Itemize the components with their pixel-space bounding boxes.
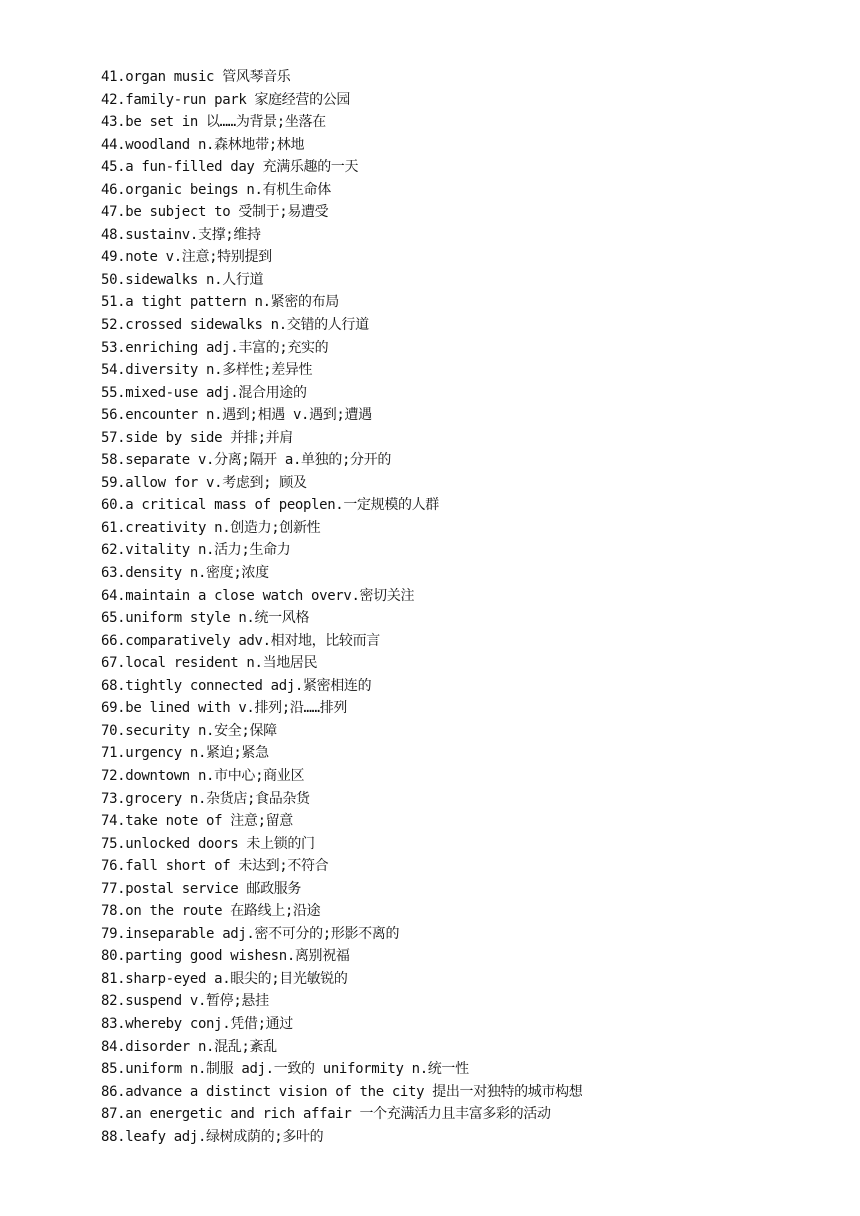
list-item [101, 923, 582, 946]
item-text: an energetic and rich affair 一个充满活力且丰富多彩的活动 [125, 1106, 551, 1123]
item-text: a critical mass of peoplen.一定规模的人群 [125, 497, 439, 514]
list-item [101, 111, 582, 134]
list-item [101, 810, 582, 833]
list-item [101, 427, 582, 450]
item-number: 42. [101, 91, 126, 108]
item-text: downtown n.市中心;商业区 [125, 767, 305, 784]
list-item [101, 156, 582, 179]
list-item [101, 472, 582, 495]
list-item [101, 855, 582, 878]
list-item [101, 968, 582, 991]
item-text: organ music 管风琴音乐 [125, 69, 291, 85]
list-item [101, 607, 582, 630]
item-number: 82. [101, 993, 126, 1010]
list-item [101, 269, 582, 292]
item-number: 56. [101, 407, 126, 424]
item-text: inseparable adj.密不可分的;形影不离的 [125, 925, 400, 942]
item-number: 55. [101, 384, 126, 401]
item-text: separate v.分离;隔开 a.单独的;分开的 [125, 452, 392, 469]
item-text: unlocked doors 未上锁的门 [125, 835, 315, 852]
item-number: 52. [101, 317, 126, 334]
item-number: 86. [101, 1083, 126, 1100]
item-text: be lined with v.排列;沿……排列 [125, 700, 347, 717]
item-number: 84. [101, 1038, 126, 1055]
item-number: 76. [101, 858, 126, 875]
list-item [101, 990, 582, 1013]
list-item [101, 359, 582, 382]
item-number: 87. [101, 1106, 126, 1123]
list-item [101, 224, 582, 247]
list-item [101, 630, 582, 653]
list-item [101, 539, 582, 562]
list-item [101, 833, 582, 856]
list-item [101, 945, 582, 968]
item-number: 53. [101, 339, 126, 356]
item-text: allow for v.考虑到; 顾及 [125, 474, 307, 491]
item-number: 69. [101, 700, 126, 717]
list-item [101, 1081, 582, 1104]
item-text: fall short of 未达到;不符合 [125, 858, 329, 875]
list-item [101, 878, 582, 901]
item-text: diversity n.多样性;差异性 [125, 362, 313, 379]
item-number: 74. [101, 813, 126, 830]
item-number: 67. [101, 655, 126, 672]
item-number: 71. [101, 745, 126, 762]
item-number: 68. [101, 677, 126, 694]
item-text: organic beings n.有机生命体 [125, 181, 331, 198]
item-text: crossed sidewalks n.交错的人行道 [125, 317, 369, 334]
list-item [101, 89, 582, 112]
list-item [101, 1103, 582, 1126]
list-item [101, 585, 582, 608]
item-number: 50. [101, 271, 126, 288]
item-number: 83. [101, 1015, 126, 1032]
list-item [101, 246, 582, 269]
item-text: enriching adj.丰富的;充实的 [125, 339, 329, 356]
item-number: 54. [101, 362, 126, 379]
item-text: on the route 在路线上;沿途 [125, 903, 321, 920]
list-item [101, 494, 582, 517]
item-text: advance a distinct vision of the city 提出一对独特的城市构想 [125, 1083, 583, 1100]
item-number: 73. [101, 790, 126, 807]
list-item [101, 449, 582, 472]
item-text: parting good wishesn.离别祝福 [125, 948, 350, 965]
item-text: disorder n.混乱;紊乱 [125, 1038, 277, 1055]
item-number: 66. [101, 632, 126, 649]
list-item [101, 517, 582, 540]
item-text: leafy adj.绿树成荫的;多叶的 [125, 1128, 324, 1145]
list-item [101, 382, 582, 405]
item-text: local resident n.当地居民 [125, 655, 318, 672]
item-text: encounter n.遇到;相遇 v.遇到;遭遇 [125, 407, 372, 424]
item-number: 62. [101, 542, 126, 559]
item-number: 75. [101, 835, 126, 852]
item-text: uniform n.制服 adj.一致的 uniformity n.统一性 [125, 1061, 469, 1078]
item-number: 45. [101, 159, 126, 176]
list-item [101, 291, 582, 314]
item-number: 72. [101, 767, 126, 784]
item-text: grocery n.杂货店;食品杂货 [125, 790, 310, 807]
item-text: uniform style n.统一风格 [125, 610, 310, 627]
list-item [101, 1058, 582, 1081]
item-text: note v.注意;特别提到 [125, 249, 272, 266]
item-number: 81. [101, 970, 126, 987]
list-item [101, 314, 582, 337]
item-number: 51. [101, 294, 126, 311]
item-text: whereby conj.凭借;通过 [125, 1015, 293, 1032]
list-item [101, 1036, 582, 1059]
item-number: 78. [101, 903, 126, 920]
item-text: a fun-filled day 充满乐趣的一天 [125, 159, 359, 176]
item-number: 88. [101, 1128, 126, 1145]
item-number: 57. [101, 429, 126, 446]
item-text: side by side 并排;并肩 [125, 429, 293, 446]
item-text: density n.密度;浓度 [125, 565, 269, 582]
item-number: 65. [101, 610, 126, 627]
list-item [101, 720, 582, 743]
item-text: urgency n.紧迫;紧急 [125, 745, 269, 762]
item-number: 46. [101, 181, 126, 198]
item-number: 80. [101, 948, 126, 965]
item-number: 63. [101, 565, 126, 582]
list-item [101, 404, 582, 427]
list-item [101, 697, 582, 720]
list-item [101, 179, 582, 202]
item-number: 58. [101, 452, 126, 469]
vocabulary-list [101, 66, 582, 1148]
list-item [101, 337, 582, 360]
item-number: 85. [101, 1061, 126, 1078]
item-text: woodland n.森林地带;林地 [125, 136, 305, 153]
item-number: 60. [101, 497, 126, 514]
list-item [101, 652, 582, 675]
item-number: 44. [101, 136, 126, 153]
list-item [101, 201, 582, 224]
item-number: 47. [101, 204, 126, 221]
item-number: 43. [101, 114, 126, 131]
item-number: 70. [101, 722, 126, 739]
item-number: 64. [101, 587, 126, 604]
list-item [101, 1126, 582, 1149]
item-text: be set in 以……为背景;坐落在 [125, 114, 326, 131]
item-text: sharp-eyed a.眼尖的;目光敏锐的 [125, 970, 348, 987]
list-item [101, 900, 582, 923]
item-number: 79. [101, 925, 126, 942]
item-text: vitality n.活力;生命力 [125, 542, 291, 559]
item-text: family-run park 家庭经营的公园 [125, 91, 351, 108]
list-item [101, 134, 582, 157]
item-text: sidewalks n.人行道 [125, 271, 264, 288]
item-number: 49. [101, 249, 126, 266]
list-item [101, 788, 582, 811]
item-text: postal service 邮政服务 [125, 880, 302, 897]
item-text: a tight pattern n.紧密的布局 [125, 294, 339, 311]
item-text: security n.安全;保障 [125, 722, 277, 739]
list-item [101, 675, 582, 698]
item-text: mixed-use adj.混合用途的 [125, 384, 307, 401]
item-text: be subject to 受制于;易遭受 [125, 204, 329, 221]
item-number: 59. [101, 474, 126, 491]
item-text: take note of 注意;留意 [125, 813, 293, 830]
item-number: 77. [101, 880, 126, 897]
item-number: 48. [101, 226, 126, 243]
list-item [101, 742, 582, 765]
item-text: suspend v.暂停;悬挂 [125, 993, 269, 1010]
list-item [101, 66, 582, 89]
item-number: 61. [101, 519, 126, 536]
list-item [101, 1013, 582, 1036]
item-text: tightly connected adj.紧密相连的 [125, 677, 372, 694]
item-text: creativity n.创造力;创新性 [125, 519, 321, 536]
item-text: sustainv.支撑;维持 [125, 226, 261, 243]
item-text: comparatively adv.相对地，比较而言 [125, 632, 380, 649]
list-item [101, 562, 582, 585]
item-number: 41. [101, 69, 126, 85]
list-item [101, 765, 582, 788]
item-text: maintain a close watch overv.密切关注 [125, 587, 415, 604]
